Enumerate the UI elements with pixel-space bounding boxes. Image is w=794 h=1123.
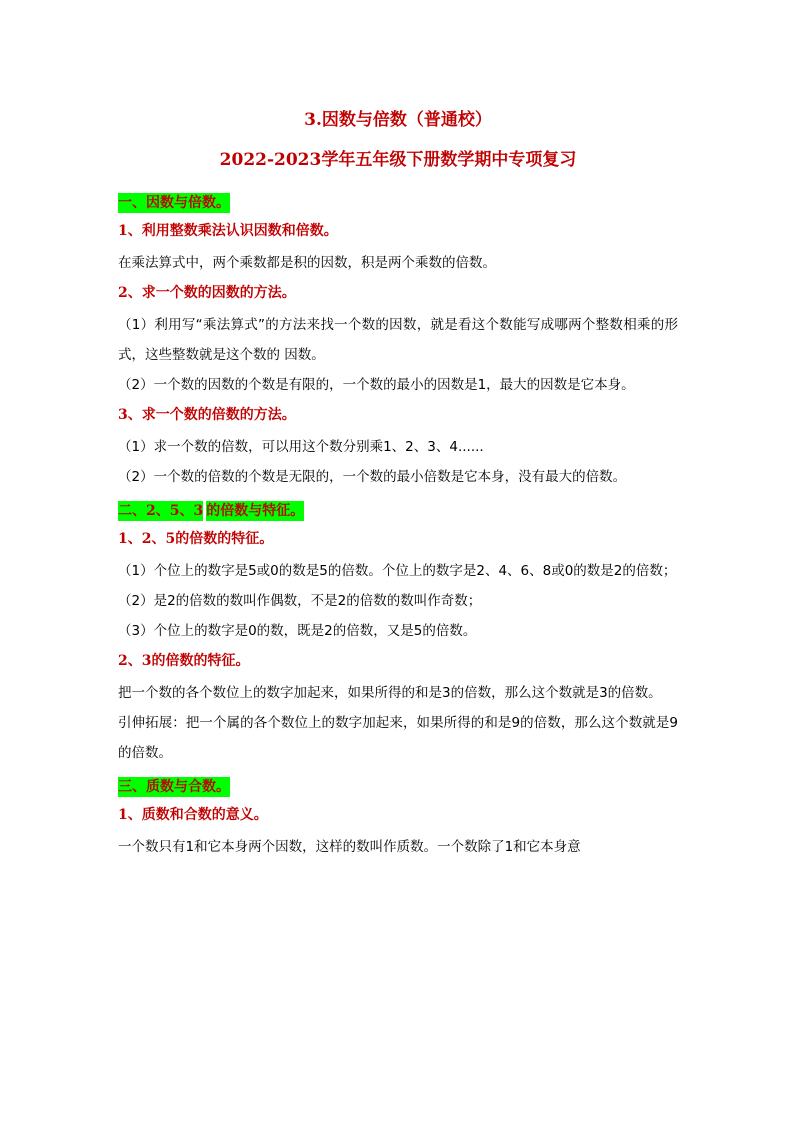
subheading: 3、求一个数的倍数的方法。: [118, 407, 296, 423]
paragraph: 一个数只有1和它本身两个因数，这样的数叫作质数。一个数除了1和它本身意: [118, 839, 581, 855]
paragraph: 引伸拓展：把一个属的各个数位上的数字加起来，如果所得的和是9的倍数，那么这个数就是9的倍数。: [118, 715, 678, 761]
paragraph: （1）求一个数的倍数，可以用这个数分别乘1、2、3、4......: [118, 439, 484, 455]
section-heading: [118, 500, 678, 522]
section-heading: [118, 192, 678, 214]
document-subtitle: 2022-2023学年五年级下册数学期中专项复习: [219, 150, 577, 170]
subheading: 2、3的倍数的特征。: [118, 653, 250, 669]
paragraph: （2）一个数的因数的个数是有限的，一个数的最小的因数是1，最大的因数是它本身。: [118, 377, 635, 393]
subheading: 2、求一个数的因数的方法。: [118, 285, 296, 301]
subheading: 1、利用整数乘法认识因数和倍数。: [118, 223, 338, 239]
section-heading-highlight: 一、因数与倍数。: [118, 195, 230, 211]
paragraph: 把一个数的各个数位上的数字加起来，如果所得的和是3的倍数，那么这个数就是3的倍数。: [118, 685, 662, 701]
paragraph: （1）利用写“乘法算式”的方法来找一个数的因数，就是看这个数能写成哪两个整数相乘的形式，这些整数就是这个数的 因数。: [118, 317, 678, 363]
document-page: [118, 108, 678, 862]
section-heading-highlight: 二、2、5、3: [118, 503, 204, 519]
subheading: 1、质数和合数的意义。: [118, 807, 268, 823]
paragraph: （2）是2的倍数的数叫作偶数，不是2的倍数的数叫作奇数；: [118, 593, 482, 609]
paragraph: （1）个位上的数字是5或0的数是5的倍数。个位上的数字是2、4、6、8或0的数是2的倍数；: [118, 563, 677, 579]
subheading: 1、2、5的倍数的特征。: [118, 531, 274, 547]
section-heading: [118, 776, 678, 798]
paragraph: 在乘法算式中，两个乘数都是积的因数，积是两个乘数的倍数。: [118, 255, 496, 271]
document-content: [118, 192, 678, 862]
paragraph: （3）个位上的数字是0的数，既是2的倍数，又是5的倍数。: [118, 623, 477, 639]
paragraph: （2）一个数的倍数的个数是无限的，一个数的最小倍数是它本身，没有最大的倍数。: [118, 469, 627, 485]
document-title: 3.因数与倍数（普通校）: [304, 110, 492, 130]
section-heading-tail: 的倍数与特征。: [206, 503, 305, 519]
section-heading-highlight: 三、质数与合数。: [118, 779, 230, 795]
